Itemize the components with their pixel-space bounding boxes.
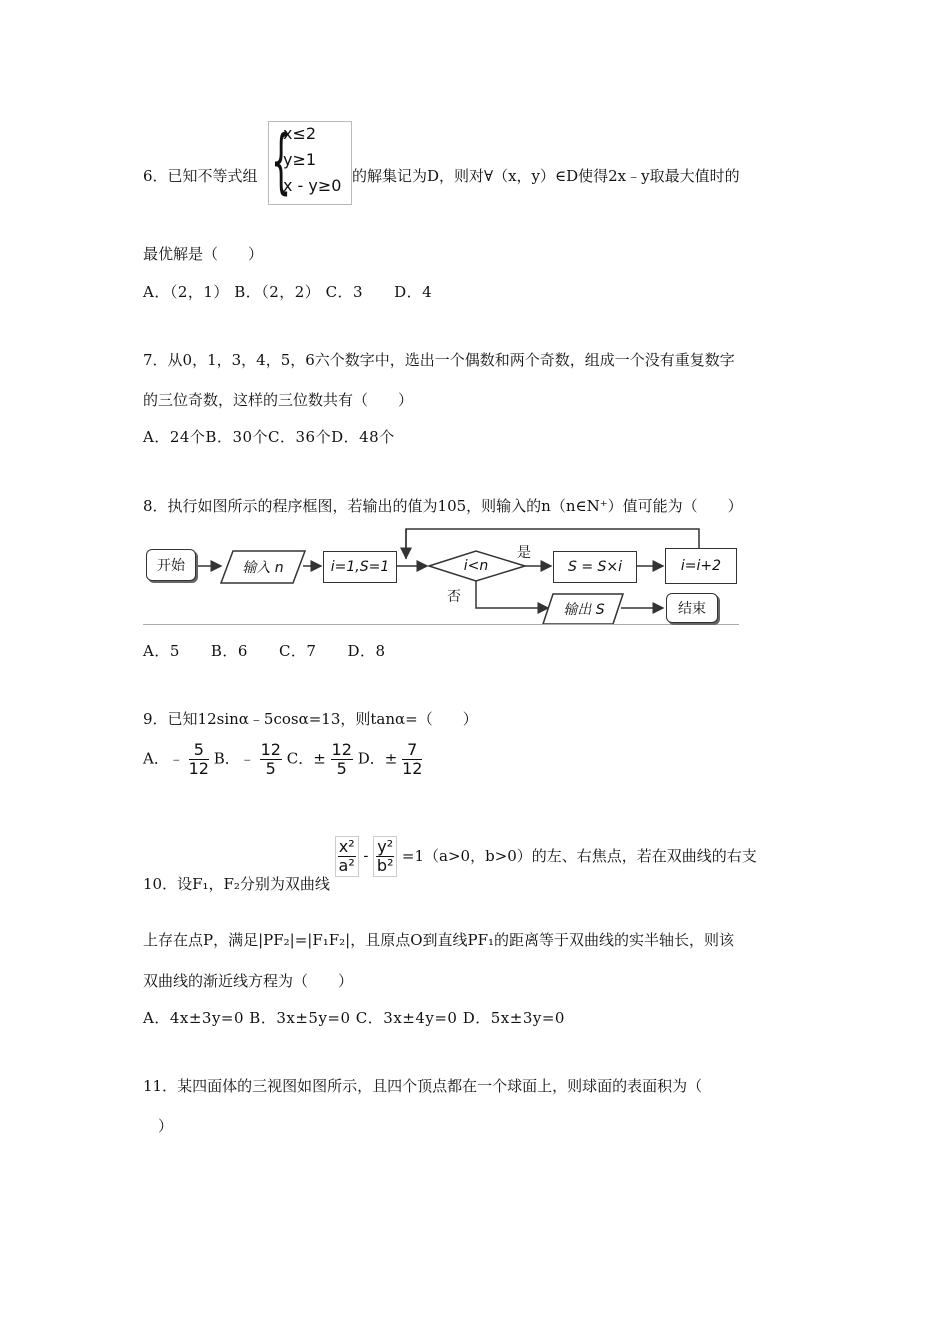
q10-options: A．4x±3y=0 B．3x±5y=0 C．3x±4y=0 D．5x±3y=0 xyxy=(143,1009,565,1027)
fc-cond: i<n xyxy=(463,558,489,574)
q11-line2: ） xyxy=(143,1117,174,1135)
fc-no: 否 xyxy=(447,589,461,605)
q9-optC-fraction: $\frac{12}{5}$ xyxy=(331,740,352,778)
q6-inequality-system xyxy=(268,121,352,205)
fc-init: i=1,S=1 xyxy=(323,551,397,583)
q11-line1: 11．某四面体的三视图如图所示，且四个顶点都在一个球面上，则球面的表面积为（ xyxy=(143,1077,703,1095)
q6-suffix: 的解集记为D，则对∀（x，y）∈D使得2x﹣y取最大值时的 xyxy=(352,167,740,185)
q10-minus: - xyxy=(363,846,369,865)
q6-ineq-1: x≤2 xyxy=(283,124,317,143)
q7-options: A．24个B．30个C．36个D．48个 xyxy=(143,428,395,446)
q10-line1 xyxy=(143,836,757,893)
q9-optC-label: C．± xyxy=(286,749,326,768)
q9-optB-fraction: $\frac{12}{5}$ xyxy=(260,740,281,778)
fc-end: 结束 xyxy=(666,593,718,623)
q6-options: A．（2，1） B．（2，2） C．3 D．4 xyxy=(143,283,433,301)
q8-line1: 8．执行如图所示的程序框图，若输出的值为105，则输入的n（n∈N⁺）值可能为（ ） xyxy=(143,497,743,515)
q7-line2: 的三位奇数，这样的三位数共有（ ） xyxy=(143,391,414,409)
q9-optD-fraction: $\frac{7}{12}$ xyxy=(402,740,423,778)
fc-incr: i=i+2 xyxy=(665,548,737,584)
q6-line2: 最优解是（ ） xyxy=(143,245,264,263)
q9-optB-label: B．﹣ xyxy=(213,749,255,768)
fc-output: 输出 S xyxy=(563,602,605,618)
fc-input: 输入 n xyxy=(242,560,284,576)
fc-yes: 是 xyxy=(517,545,531,561)
q9-optD-label: D．± xyxy=(357,749,398,768)
q10-line3: 双曲线的渐近线方程为（ ） xyxy=(143,972,354,990)
left-brace-icon: { xyxy=(271,120,292,202)
q9-line1: 9．已知12sinα﹣5cosα=13，则tanα=（ ） xyxy=(143,710,478,728)
q7-line1: 7．从0，1，3，4，5，6六个数字中，选出一个偶数和两个奇数，组成一个没有重复数字 xyxy=(143,351,735,369)
q9-optA-label: A．﹣ xyxy=(143,749,184,768)
q9-options xyxy=(143,741,422,778)
q8-options: A．5 B．6 C．7 D．8 xyxy=(143,642,386,660)
q6-ineq-3: x - y≥0 xyxy=(283,176,342,195)
fc-mult: S = S×i xyxy=(553,551,637,583)
fc-start: 开始 xyxy=(146,549,196,581)
q10-frac-y: $\frac{\text{y²}}{\text{b²}}$ xyxy=(373,836,397,877)
flowchart-rule xyxy=(143,624,739,625)
q6-prefix: 6．已知不等式组 xyxy=(143,167,258,185)
q10-prefix: 10．设F₁，F₂分别为双曲线 xyxy=(143,874,330,893)
q10-line2: 上存在点P，满足|PF₂|=|F₁F₂|，且原点O到直线PF₁的距离等于双曲线的实半轴长，则该 xyxy=(143,931,735,949)
q10-frac-x: $\frac{\text{x²}}{\text{a²}}$ xyxy=(335,836,359,877)
q9-optA-fraction: $\frac{5}{12}$ xyxy=(188,740,209,778)
q8-flowchart xyxy=(143,524,739,626)
q6-ineq-2: y≥1 xyxy=(283,150,317,169)
q10-suffix: =1（a>0，b>0）的左、右焦点，若在双曲线的右支 xyxy=(401,846,757,865)
